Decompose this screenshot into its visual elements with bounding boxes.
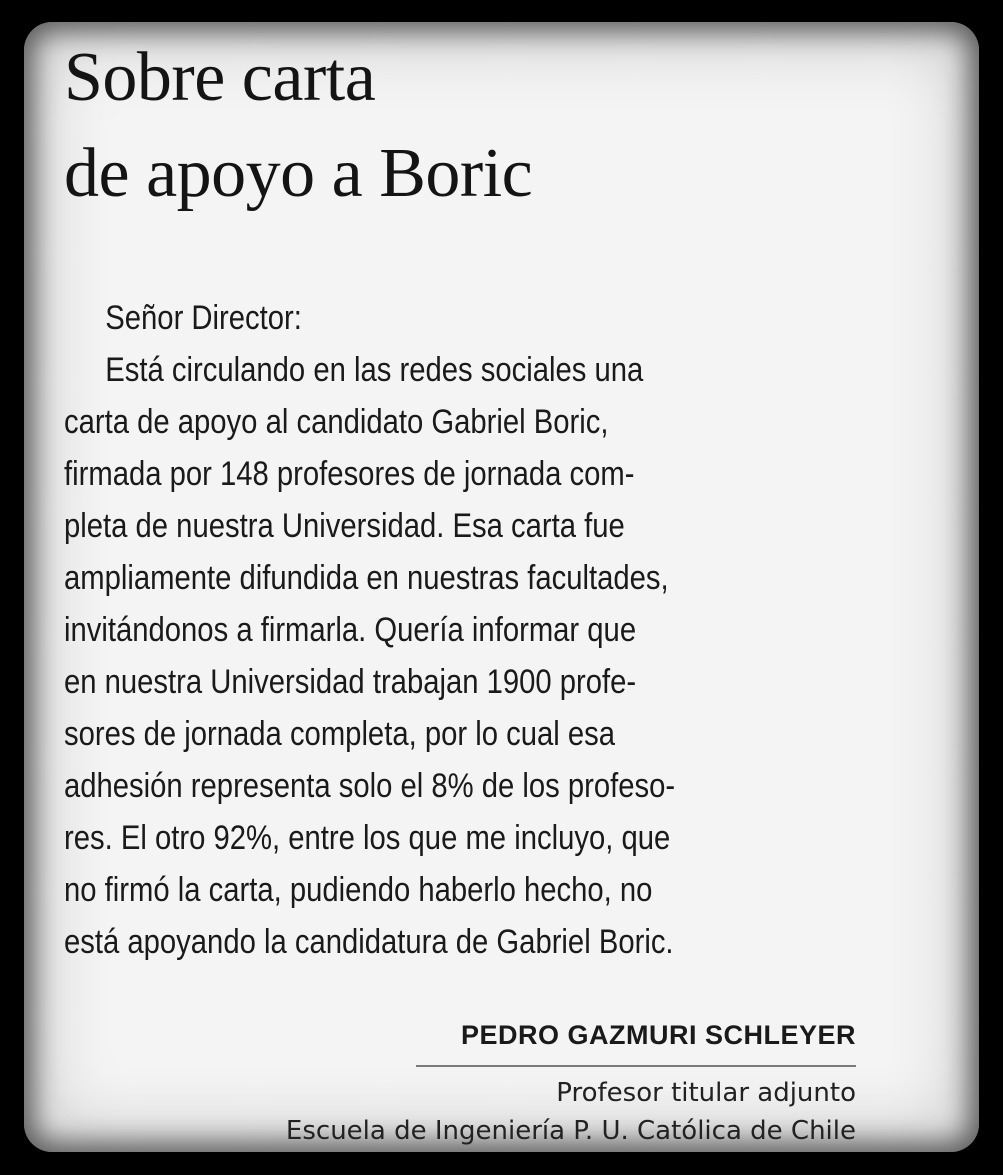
signature-divider xyxy=(416,1065,856,1067)
author-affiliation xyxy=(286,1074,856,1150)
letter-line: no firmó la carta, pudiendo haberlo hecho, no xyxy=(64,871,653,909)
letter-line: invitándonos a firmarla. Quería informar que xyxy=(64,611,637,649)
letter-line: Está circulando en las redes sociales una xyxy=(105,351,644,389)
letter-line: pleta de nuestra Universidad. Esa carta fue xyxy=(64,507,625,545)
author-institution: Escuela de Ingeniería P. U. Católica de Chile xyxy=(285,1116,856,1146)
letter-line: está apoyando la candidatura de Gabriel Boric. xyxy=(64,923,674,961)
letter-body xyxy=(64,292,675,968)
letter-line: firmada por 148 profesores de jornada com- xyxy=(64,455,635,493)
headline xyxy=(64,30,532,222)
letter-line: en nuestra Universidad trabajan 1900 profe- xyxy=(64,663,637,701)
author-name: PEDRO GAZMURI SCHLEYER xyxy=(460,1020,856,1050)
letter-line: adhesión representa solo el 8% de los profeso- xyxy=(64,767,676,805)
clipping-frame xyxy=(24,22,979,1152)
letter-line: carta de apoyo al candidato Gabriel Boric, xyxy=(64,403,609,441)
salutation: Señor Director: xyxy=(105,299,302,337)
letter-line: ampliamente difundida en nuestras facultades, xyxy=(64,559,669,597)
author-title: Profesor titular adjunto xyxy=(556,1078,856,1108)
headline-line-1: Sobre carta xyxy=(64,39,376,116)
headline-line-2: de apoyo a Boric xyxy=(64,135,533,212)
letter-line: sores de jornada completa, por lo cual esa xyxy=(64,715,616,753)
letter-line: res. El otro 92%, entre los que me incluyo, que xyxy=(64,819,671,857)
